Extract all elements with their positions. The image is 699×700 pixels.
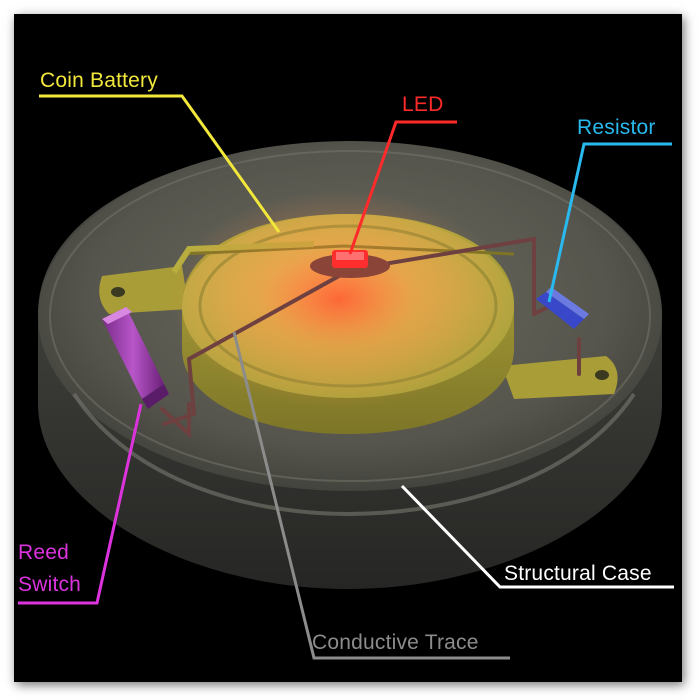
coin-battery-label: Coin Battery (40, 69, 158, 92)
diagram-frame (14, 14, 682, 682)
conductive-trace-label: Conductive Trace (312, 631, 479, 654)
led-label: LED (402, 93, 444, 116)
reed-switch-label-line2: Switch (18, 573, 82, 596)
led-glow (169, 189, 509, 409)
reed-switch-label-line1: Reed (18, 541, 70, 564)
resistor-label: Resistor (577, 116, 656, 139)
structural-case-label: Structural Case (504, 562, 652, 585)
